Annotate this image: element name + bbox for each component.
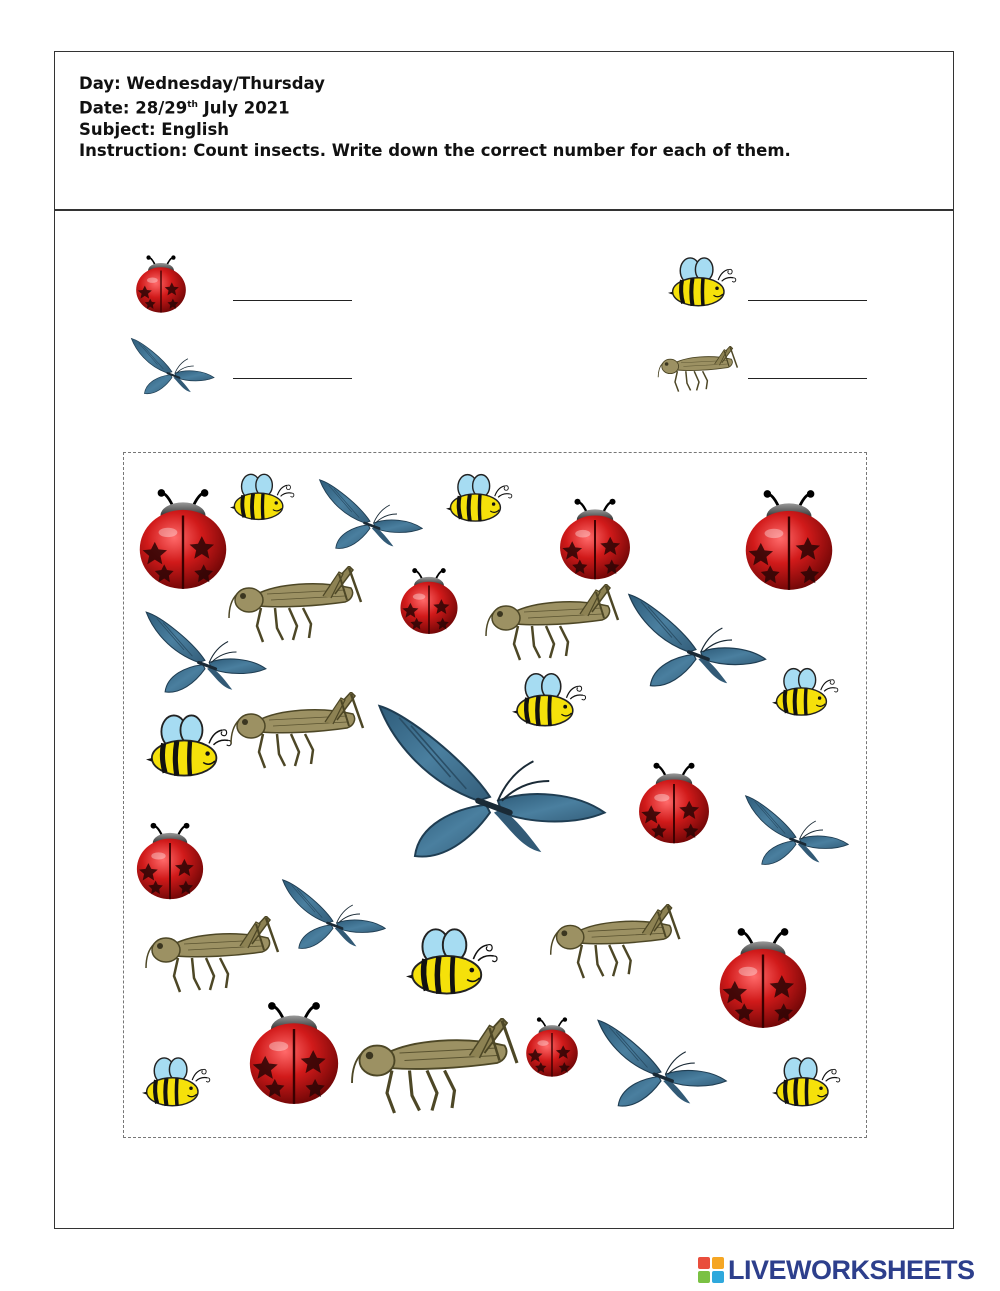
- logo-text: LIVEWORKSHEETS: [728, 1254, 975, 1285]
- liveworksheets-logo: [698, 1256, 975, 1284]
- header-divider: [54, 209, 954, 211]
- butterfly-icon: [622, 592, 770, 688]
- ladybug-icon: [134, 816, 206, 906]
- butterfly-icon: [278, 878, 388, 950]
- bee-icon: [146, 710, 234, 784]
- butterfly-icon: [314, 478, 426, 550]
- bee-icon: [142, 1054, 212, 1112]
- grasshopper-icon: [346, 1018, 528, 1118]
- subject-label: Subject: English: [79, 119, 230, 139]
- bee-icon: [772, 664, 840, 722]
- grasshopper-icon: [226, 692, 372, 772]
- bee-icon: [230, 470, 296, 526]
- ladybug-icon: [134, 252, 188, 316]
- grasshopper-icon: [142, 916, 286, 996]
- ladybug-answer-input[interactable]: [233, 272, 356, 300]
- bee-answer-input[interactable]: [748, 272, 871, 300]
- ladybug-icon: [716, 920, 810, 1036]
- logo-block: [698, 1257, 710, 1269]
- logo-block: [698, 1271, 710, 1283]
- grasshopper-icon: [480, 584, 628, 664]
- grasshopper-icon: [544, 904, 690, 982]
- bee-icon: [446, 470, 514, 528]
- grasshopper-icon: [226, 566, 368, 646]
- butterfly-icon: [128, 337, 216, 395]
- date-prefix: Date: 28/29: [79, 98, 188, 117]
- worksheet-header: [79, 73, 791, 162]
- date-suffix: July 2021: [197, 98, 290, 117]
- logo-blocks-icon: [698, 1257, 724, 1283]
- logo-block: [712, 1271, 724, 1283]
- ladybug-icon: [136, 484, 230, 594]
- grasshopper-answer-line: [748, 378, 867, 379]
- butterfly-answer-line: [233, 378, 352, 379]
- ladybug-answer-line: [233, 300, 352, 301]
- ladybug-icon: [246, 996, 342, 1110]
- bee-icon: [668, 255, 738, 311]
- date-sup: th: [187, 99, 198, 110]
- instruction-label: Instruction: Count insects. Write down the correct number for each of them.: [79, 141, 791, 160]
- butterfly-icon: [592, 1018, 730, 1108]
- ladybug-icon: [636, 756, 712, 850]
- ladybug-icon: [524, 1014, 580, 1080]
- ladybug-icon: [557, 492, 633, 586]
- ladybug-icon: [742, 484, 836, 596]
- logo-block: [712, 1257, 724, 1269]
- grasshopper-answer-input[interactable]: [748, 350, 871, 378]
- bee-answer-line: [748, 300, 867, 301]
- butterfly-answer-input[interactable]: [233, 350, 356, 378]
- date-label: [79, 95, 791, 119]
- bee-icon: [406, 924, 500, 1002]
- butterfly-icon: [740, 794, 852, 866]
- day-label: Day: Wednesday/Thursday: [79, 74, 325, 93]
- bee-icon: [772, 1054, 842, 1112]
- butterfly-icon: [368, 702, 612, 860]
- ladybug-icon: [398, 562, 460, 640]
- grasshopper-icon: [656, 346, 742, 394]
